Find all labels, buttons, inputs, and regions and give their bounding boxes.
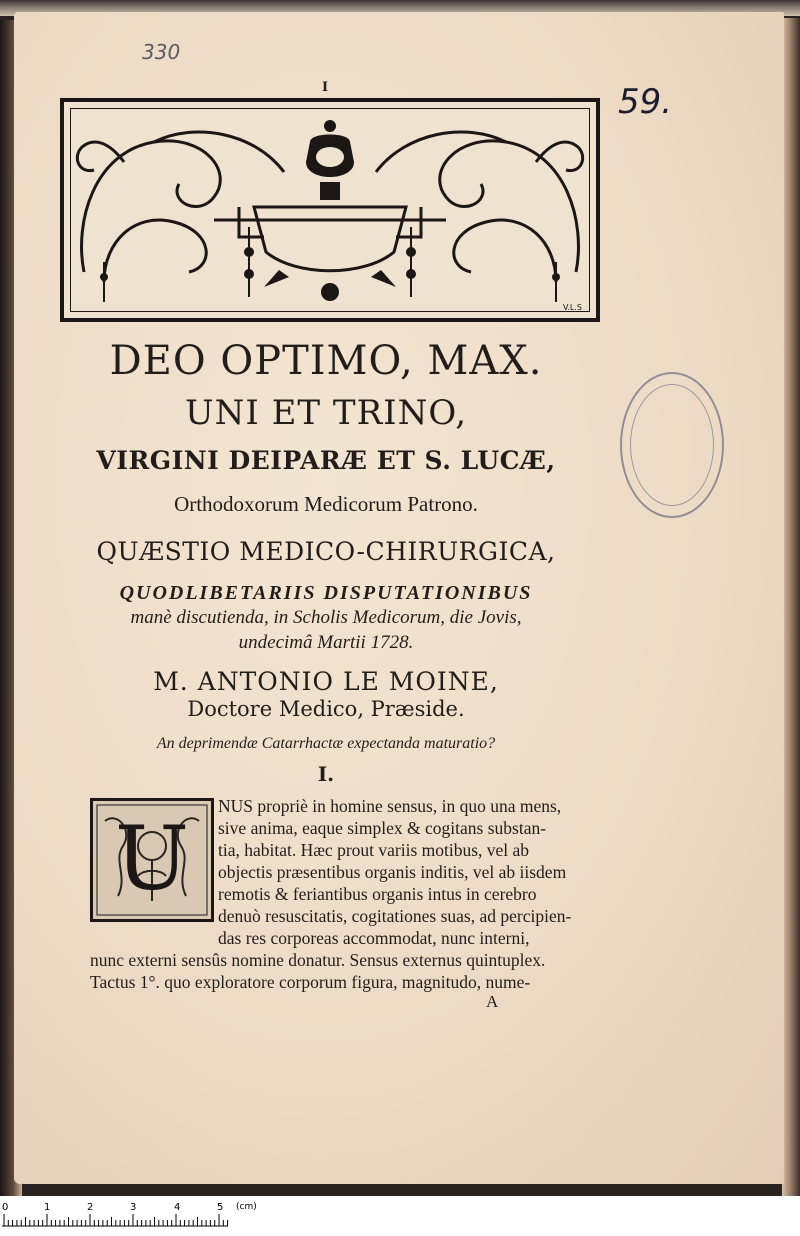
ruler-label-3: 3 [130,1202,137,1213]
scale-ruler [0,1196,800,1236]
thesis-question: An deprimendæ Catarrhactæ expectanda maturatio? [156,735,496,752]
dedication-line-1: DEO OPTIMO, MAX. [109,338,543,384]
ruler-label-2: 2 [87,1202,94,1213]
ruler-label-4: 4 [174,1202,181,1213]
president-name: M. ANTONIO LE MOINE, [153,667,499,696]
dedication-line-2: UNI ET TRINO, [184,393,468,433]
question-line-1: QUODLIBETARIIS DISPUTATIONIBUS [119,582,533,604]
section-number: I. [317,762,335,786]
body-line-6: denuò resuscitatis, cogitationes suas, ad percipien- [218,906,572,926]
ornamental-headpiece [60,98,600,322]
question-line-3: undecimâ Martii 1728. [238,632,414,653]
library-stamp-inner-ring [630,384,714,506]
ruler-label-0: 0 [2,1202,9,1213]
question-line-2: manè discutienda, in Scholis Medicorum, die Jovis, [130,607,522,628]
president-role: Doctore Medico, Præside. [187,697,465,721]
signature-mark: A [486,992,499,1011]
body-line-5: remotis & feriantibus organis intus in cerebro [218,884,537,904]
ruler-unit: (cm) [236,1202,257,1212]
body-line-8: nunc externi sensûs nomine donatur. Sensus externus quintuplex. [90,950,546,970]
ruler-label-5: 5 [217,1202,224,1213]
headpiece-ornament-graphic [64,102,596,318]
body-line-2: sive anima, eaque simplex & cogitans substan- [218,818,547,838]
body-line-3: tia, habitat. Hæc prout variis motibus, vel ab [218,840,530,860]
question-title: QUÆSTIO MEDICO-CHIRURGICA, [96,537,556,566]
dedication-line-4: Orthodoxorum Medicorum Patrono. [174,492,478,516]
body-line-7: das res corporeas accommodat, nunc interni, [218,928,530,948]
pencil-shelf-number: 330 [142,40,181,64]
book-right-edge [782,18,800,1196]
ornamental-initial [90,798,214,922]
dropcap-letter: U [114,807,190,910]
headpiece-initials: V.L.S [562,303,582,312]
body-line-1: NUS propriè in homine sensus, in quo una mens, [218,796,562,816]
body-line-9: Tactus 1°. quo exploratore corporum figura, magnitudo, nume- [90,972,531,992]
pencil-page-number: 59. [618,82,673,122]
folio-number: I [322,80,329,95]
dedication-line-3: VIRGINI DEIPARÆ ET S. LUCÆ, [96,446,556,475]
body-line-4: objectis præsentibus organis inditis, vel ab iisdem [218,862,567,882]
library-stamp [620,372,724,518]
ruler-label-1: 1 [44,1202,51,1213]
